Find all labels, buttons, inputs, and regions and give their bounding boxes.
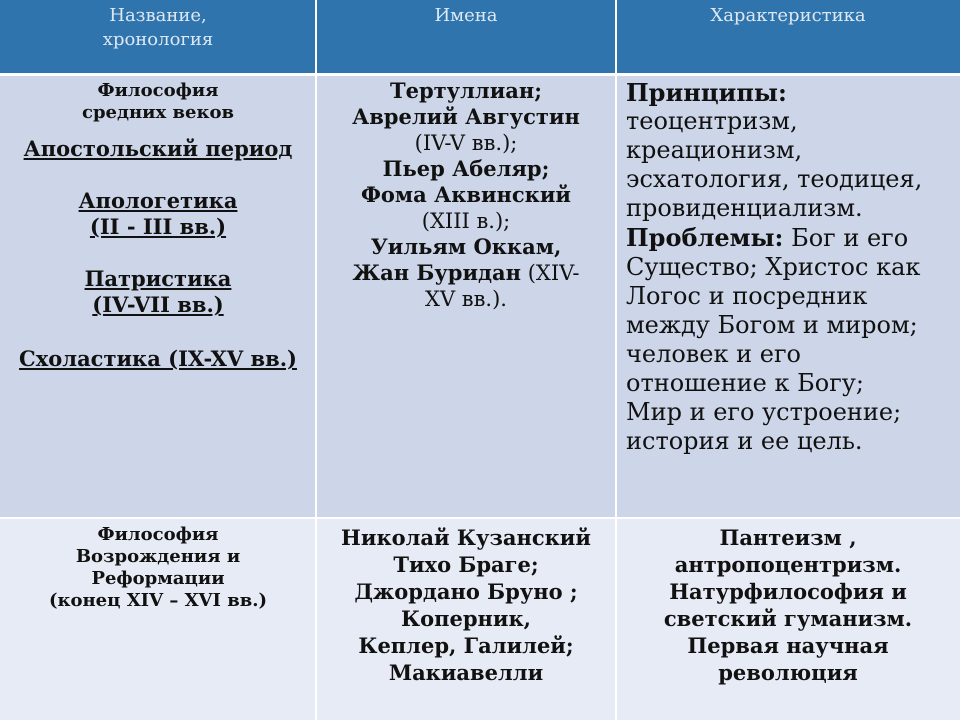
- renaissance-trait: революция: [718, 660, 858, 685]
- apologetics-dates: (II - III вв.): [89, 214, 227, 239]
- renaissance-trait: светский гуманизм.: [663, 606, 913, 631]
- problem-item: человек и его: [626, 340, 801, 368]
- renaissance-trait: Натурфилософия и: [669, 579, 907, 604]
- column-divider: [315, 0, 317, 720]
- apostolic-period: Апостольский период: [23, 136, 293, 161]
- period-title-line1: Философия: [97, 80, 219, 101]
- principle-item: провиденциализм.: [626, 194, 863, 222]
- header-name-chronology: Название, хронология: [102, 5, 214, 50]
- row1-cell-names: [316, 74, 616, 518]
- renaissance-trait: антропоцентризм.: [674, 552, 902, 577]
- renaissance-name: Кеплер, Галилей;: [358, 633, 574, 658]
- renaissance-name: Джордано Бруно ;: [354, 579, 578, 604]
- row2-cell-characteristics: [616, 518, 960, 720]
- renaissance-title-line: Возрождения и: [75, 546, 241, 567]
- name-abelard: Пьер Абеляр;: [382, 156, 550, 181]
- header-cell-name-chronology: [0, 0, 316, 74]
- scholastics: Схоластика (IX-XV вв.): [19, 346, 297, 371]
- buridan-dates-b: XV вв.).: [425, 287, 507, 311]
- name-aquinas: Фома Аквинский: [361, 182, 571, 207]
- renaissance-name: Коперник,: [401, 606, 531, 631]
- augustine-dates: (IV-V вв.);: [414, 131, 518, 155]
- patristics-dates: (IV-VII вв.): [92, 292, 224, 317]
- renaissance-title-line: Философия: [97, 524, 219, 545]
- header-cell-names: [316, 0, 616, 74]
- problem-item: Логос и посредник: [626, 282, 868, 310]
- renaissance-name: Николай Кузанский: [341, 525, 591, 550]
- row-divider: [0, 73, 960, 76]
- problem-item: между Богом и миром;: [626, 311, 918, 339]
- problem-item: Существо; Христос как: [626, 253, 921, 281]
- aquinas-dates: (XIII в.);: [421, 209, 511, 233]
- row-divider: [0, 517, 960, 519]
- header-names: Имена: [434, 5, 498, 26]
- principle-item: креационизм,: [626, 136, 803, 164]
- principle-item: эсхатология, теодицея,: [626, 165, 923, 193]
- problem-first: Бог и его: [791, 224, 909, 252]
- buridan-dates-a: (XIV-: [527, 261, 580, 285]
- problems-label: Проблемы:: [626, 223, 784, 252]
- column-divider: [615, 0, 617, 720]
- period-title-line2: средних веков: [82, 102, 234, 123]
- renaissance-name: Тихо Браге;: [393, 552, 539, 577]
- row2-cell-names: [316, 518, 616, 720]
- renaissance-name: Макиавелли: [388, 660, 544, 685]
- renaissance-trait: Пантеизм ,: [719, 525, 857, 550]
- name-buridan: Жан Буридан: [352, 260, 521, 285]
- apologetics: Апологетика: [78, 188, 238, 213]
- row2-cell-period: [0, 518, 316, 720]
- problem-item: Мир и его устроение;: [626, 398, 902, 426]
- principles-label: Принципы:: [626, 78, 787, 107]
- row1-cell-period: [0, 74, 316, 518]
- name-augustine: Аврелий Августин: [352, 104, 580, 129]
- renaissance-trait: Первая научная: [687, 633, 889, 658]
- row1-cell-characteristics: [616, 74, 960, 518]
- header-characteristics: Характеристика: [710, 5, 866, 26]
- problem-item: история и ее цель.: [626, 427, 863, 455]
- principle-item: теоцентризм,: [626, 107, 798, 135]
- renaissance-dates: (конец XIV – XVI вв.): [48, 590, 267, 611]
- header-cell-characteristics: [616, 0, 960, 74]
- renaissance-title-line: Реформации: [91, 568, 225, 589]
- problem-item: отношение к Богу;: [626, 369, 865, 397]
- name-tertullian: Тертуллиан;: [389, 78, 543, 103]
- name-ockham: Уильям Оккам,: [370, 234, 562, 259]
- patristics: Патристика: [84, 266, 232, 291]
